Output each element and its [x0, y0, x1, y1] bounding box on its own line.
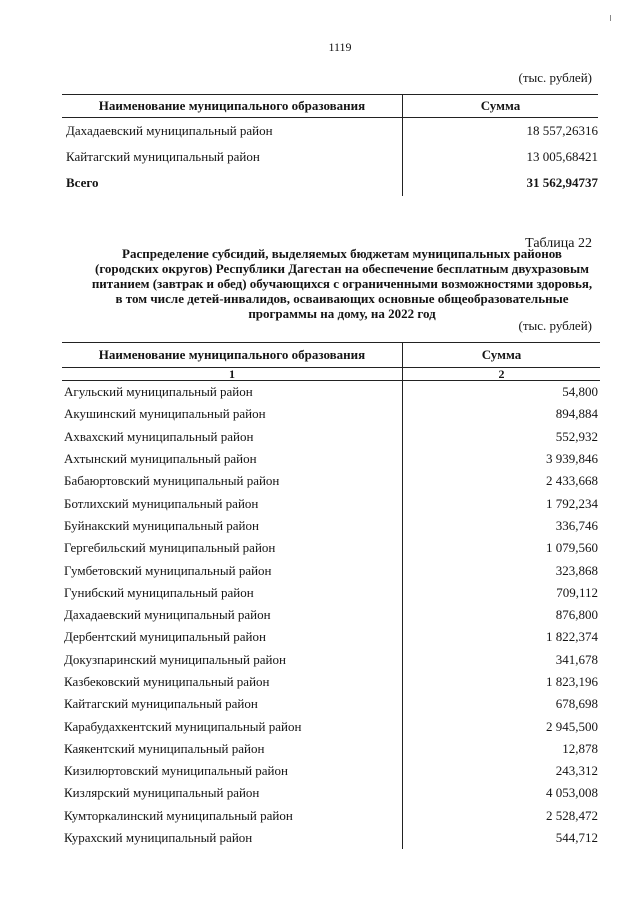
table2-row-amount: 3 939,846: [546, 451, 598, 467]
table2-row-amount: 2 528,472: [546, 807, 598, 823]
table2-header-name: Наименование муниципального образования: [62, 343, 403, 368]
column-number-1: 1: [62, 368, 403, 381]
table-row: [62, 738, 600, 760]
table2-row-name: Буйнакский муниципальный район: [62, 515, 403, 537]
table2-header-amount: Сумма: [403, 343, 601, 368]
table2-row-name: Ахтынский муниципальный район: [62, 448, 403, 470]
table2-row-name: Докузпаринский муниципальный район: [62, 649, 403, 671]
table1-total-name: Всего: [62, 170, 403, 196]
table2-column-numbers: [62, 368, 600, 381]
table2-row-name: Гумбетовский муниципальный район: [62, 559, 403, 581]
table2-row-amount: 1 792,234: [546, 495, 598, 511]
table1-row-name: Дахадаевский муниципальный район: [62, 118, 403, 145]
table2-row-name: Кумторкалинский муниципальный район: [62, 805, 403, 827]
table2-row-name: Дахадаевский муниципальный район: [62, 604, 403, 626]
table2-row-name: Дербентский муниципальный район: [62, 626, 403, 648]
table1-row-name: Кайтагский муниципальный район: [62, 144, 403, 170]
table2-row-name: Гунибский муниципальный район: [62, 582, 403, 604]
column-number-2: 2: [403, 368, 601, 381]
table1-row-amount: 13 005,68421: [526, 149, 598, 164]
table2-units: (тыс. рублей): [518, 318, 592, 333]
table-row: [62, 805, 600, 827]
table2-row-name: Акушинский муниципальный район: [62, 403, 403, 425]
table-row: [62, 559, 600, 581]
table1-units: (тыс. рублей): [518, 70, 592, 85]
table-row: [62, 626, 600, 648]
table2-row-amount: 894,884: [555, 406, 598, 422]
table-row: [62, 671, 600, 693]
table-row: [62, 604, 600, 626]
table-row: [62, 515, 600, 537]
table1-header-name: Наименование муниципального образования: [62, 95, 403, 118]
table-row: [62, 144, 598, 170]
table2-row-amount: 552,932: [555, 428, 598, 444]
table2-row-name: Карабудахкентский муниципальный район: [62, 715, 403, 737]
table-row: [62, 693, 600, 715]
table2-row-name: Гергебильский муниципальный район: [62, 537, 403, 559]
table-row: [62, 381, 600, 404]
table-row: [62, 782, 600, 804]
scan-mark: [610, 15, 611, 21]
table2-row-amount: 336,746: [555, 517, 598, 533]
page-number: 1119: [328, 40, 352, 54]
table2-title: [62, 246, 622, 321]
table1-total-row: [62, 170, 598, 196]
table1: [62, 94, 598, 196]
table2-row-amount: 323,868: [555, 562, 598, 578]
table2-row-amount: 341,678: [555, 651, 598, 667]
table2-row-name: Курахский муниципальный район: [62, 827, 403, 849]
table2-row-amount: 544,712: [555, 830, 598, 846]
table2-row-name: Кизлярский муниципальный район: [62, 782, 403, 804]
table2-row-amount: 54,800: [562, 384, 598, 400]
table2-row-amount: 12,878: [562, 740, 598, 756]
table2-row-amount: 243,312: [555, 763, 598, 779]
table-row: [62, 426, 600, 448]
table2-row-amount: 1 823,196: [546, 674, 598, 689]
table2-header-row: [62, 343, 600, 368]
title-line: Распределение субсидий, выделяемых бюджетам муниципальных районов: [122, 246, 562, 261]
table2-row-name: Кайтагский муниципальный район: [62, 693, 403, 715]
table2: [62, 342, 600, 849]
table-row: [62, 448, 600, 470]
table2-row-name: Агульский муниципальный район: [62, 381, 403, 404]
table-row: [62, 470, 600, 492]
table1-header-row: [62, 95, 598, 118]
title-line: (городских округов) Республики Дагестан на обеспечение бесплатным двухразовым: [94, 261, 590, 276]
table2-row-amount: 4 053,008: [546, 785, 598, 801]
table1-header-amount: Сумма: [403, 95, 599, 118]
table2-row-amount: 1 822,374: [546, 629, 598, 645]
table2-row-amount: 876,800: [555, 607, 598, 623]
table1-total-amount: 31 562,94737: [526, 175, 598, 190]
table2-row-amount: 678,698: [555, 696, 598, 712]
table-row: [62, 649, 600, 671]
table2-row-amount: 709,112: [556, 584, 598, 600]
table-row: [62, 403, 600, 425]
table2-row-name: Ботлихский муниципальный район: [62, 492, 403, 514]
table2-body: [62, 381, 600, 850]
table-row: [62, 582, 600, 604]
table1-row-amount: 18 557,26316: [526, 123, 598, 138]
table2-row-name: Казбековский муниципальный район: [62, 671, 403, 693]
table-row: [62, 827, 600, 849]
table2-row-amount: 1 079,560: [546, 540, 598, 556]
table2-row-name: Кизилюртовский муниципальный район: [62, 760, 403, 782]
table2-row-amount: 2 433,668: [546, 473, 598, 489]
table2-row-name: Ахвахский муниципальный район: [62, 426, 403, 448]
table2-label: Таблица 22: [525, 236, 592, 251]
table-row: [62, 118, 598, 145]
title-line: в том числе детей-инвалидов, осваивающих основные общеобразовательные: [115, 291, 569, 306]
table2-row-name: Каякентский муниципальный район: [62, 738, 403, 760]
title-line: программы на дому, на 2022 год: [248, 306, 436, 321]
title-line: питанием (завтрак и обед) обучающихся с ограниченными возможностями здоровья,: [91, 276, 593, 291]
table-row: [62, 715, 600, 737]
table2-row-amount: 2 945,500: [546, 718, 598, 734]
table2-row-name: Бабаюртовский муниципальный район: [62, 470, 403, 492]
table-row: [62, 537, 600, 559]
table-row: [62, 492, 600, 514]
table-row: [62, 760, 600, 782]
